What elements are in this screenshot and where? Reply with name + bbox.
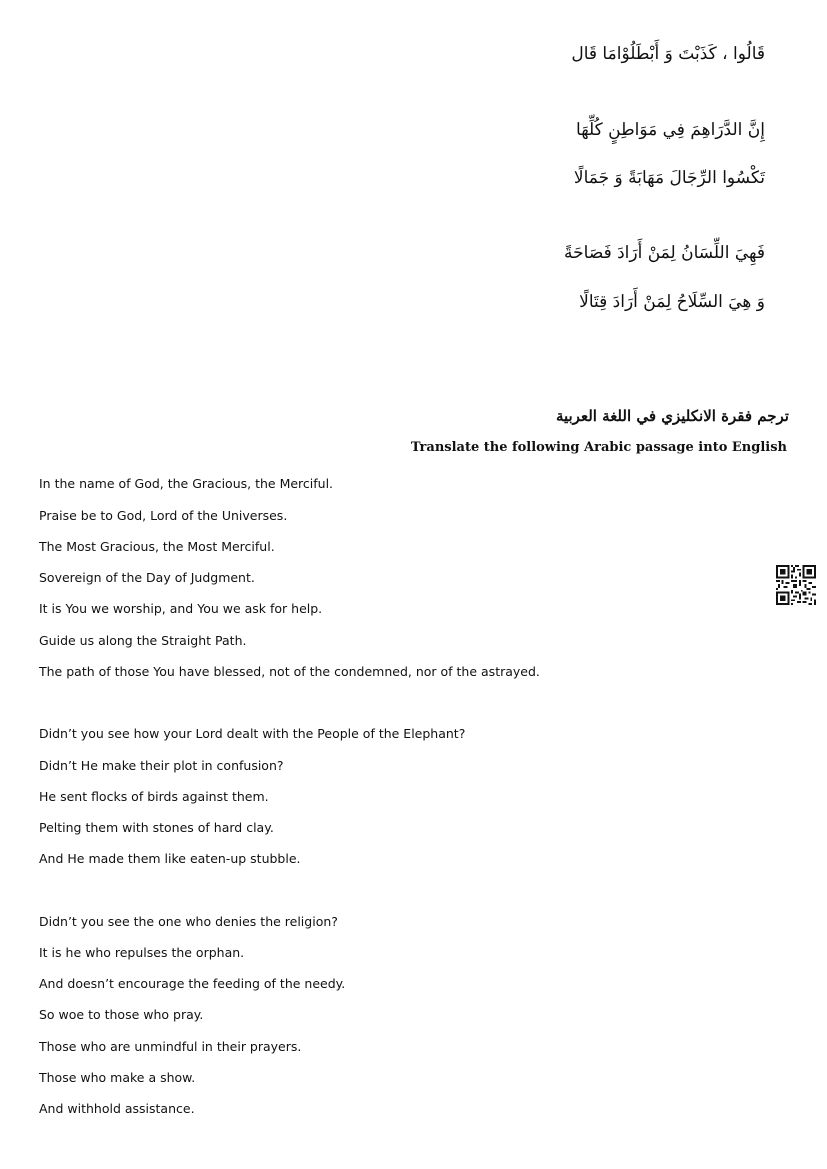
passage-line: It is he who repulses the orphan. xyxy=(39,945,245,960)
passage-line: In the name of God, the Gracious, the Merciful. xyxy=(39,476,334,491)
passage-line: And doesn’t encourage the feeding of the needy. xyxy=(39,976,346,991)
passage-line: The Most Gracious, the Most Merciful. xyxy=(39,539,275,554)
qr-code-icon xyxy=(776,565,816,605)
poem-line-3: تَكْسُوا الرِّجَالَ مَهَابَةً وَ جَمَالًا xyxy=(573,168,765,188)
passage-line: Sovereign of the Day of Judgment. xyxy=(39,570,255,585)
poem-line-2: إِنَّ الدَّرَاهِمَ فِي مَوَاطِنٍ كُلِّهَا xyxy=(576,120,765,140)
passage-line: Didn’t He make their plot in confusion? xyxy=(39,758,284,773)
passage-line: Guide us along the Straight Path. xyxy=(39,633,247,648)
poem-line-1: قَالُوا ، كَذَبْتَ وَ أَبْطَلُوْامَا قَال xyxy=(571,44,765,64)
passage-line: Didn’t you see how your Lord dealt with the People of the Elephant? xyxy=(39,726,466,741)
poem-line-4: فَهِيَ اللِّسَانُ لِمَنْ أَرَادَ فَصَاحَةً xyxy=(564,243,765,263)
passage-line: It is You we worship, and You we ask for help. xyxy=(39,601,323,616)
passage-line: Praise be to God, Lord of the Universes. xyxy=(39,508,288,523)
passage-line: And withhold assistance. xyxy=(39,1101,195,1116)
passage-line: Those who are unmindful in their prayers. xyxy=(39,1039,302,1054)
passage-line: Didn’t you see the one who denies the religion? xyxy=(39,914,338,929)
arabic-heading: ترجم فقرة الانكليزي في اللغة العربية xyxy=(555,407,789,425)
passage-line: And He made them like eaten-up stubble. xyxy=(39,851,301,866)
poem-line-5: وَ هِيَ السِّلَاحُ لِمَنْ أَرَادَ قِتَالًا xyxy=(579,292,765,312)
passage-line: So woe to those who pray. xyxy=(39,1007,204,1022)
passage-line: He sent flocks of birds against them. xyxy=(39,789,269,804)
passage-line: Pelting them with stones of hard clay. xyxy=(39,820,274,835)
passage-line: Those who make a show. xyxy=(39,1070,196,1085)
english-heading: Translate the following Arabic passage into English xyxy=(410,440,787,455)
passage-line: The path of those You have blessed, not of the condemned, nor of the astrayed. xyxy=(39,664,540,679)
